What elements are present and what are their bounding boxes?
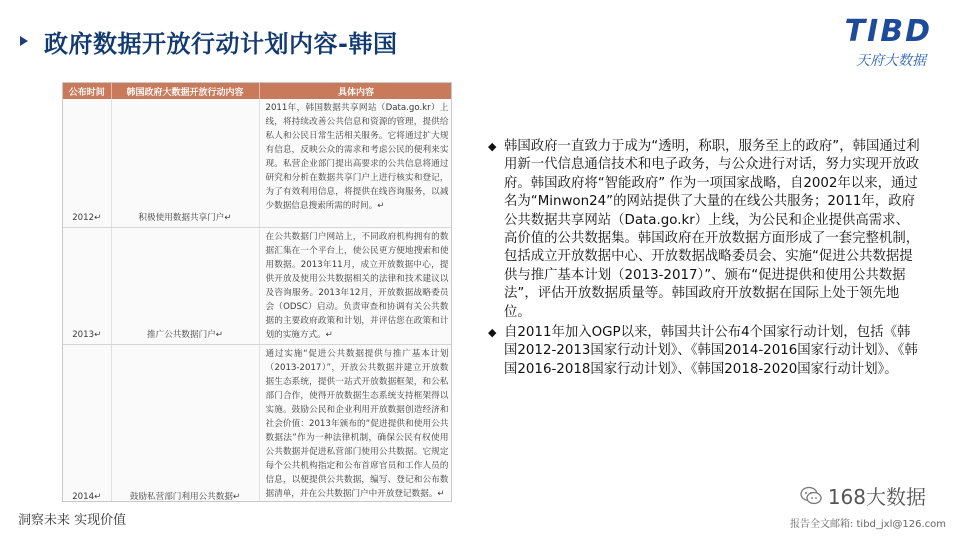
logo-text: TIBD (844, 14, 932, 49)
diamond-bullet-icon: ◆ (488, 140, 497, 153)
footer-email: 报告全文邮箱: tibd_jxl@126.com (789, 519, 946, 530)
table-row (63, 99, 452, 227)
table-row (63, 344, 452, 502)
list-item (488, 324, 920, 379)
row-action: 鼓励私营部门利用公共数据↵ (111, 344, 259, 502)
row-detail: 在公共数据门户网站上，不同政府机构拥有的数据汇集在一个平台上，使公民更方便地搜索和使用数据。2013年11月，成立开放数据中心，提供开放及使用公共数据相关的法律和技术建议以及咨询服务。2013年12月，开放数据战略委员会（ODSC）启动。负责审查和协调有关公共数据的主要政府政策和计划，并评估您在政策和计划的实施方式。↵ (259, 227, 452, 344)
row-detail: 通过实施“促进公共数据提供与推广基本计划（2013-2017）”，开放公共数据并建立开放数据生态系统，提供一站式开放数据框架，和公私部门合作，使得开放数据生态系统支持框架得以实施。鼓励公民和企业利用开放数据创造经济和社会价值：2013年颁布的“促进提供和使用公共数据法”作为一种法律机制，确保公民有权使用公共数据并促进私营部门使用公共数据。它规定每个公共机构指定和公布首席官员和工作人员的信息，以便提供公共数据，编写、登记和公布数据清单，并在公共数据门户中开放登记数据。↵ (259, 344, 452, 502)
header-action: 韩国政府大数据开放行动内容 (111, 83, 259, 99)
header-detail: 具体内容 (259, 83, 452, 99)
row-action: 推广公共数据门户↵ (111, 227, 259, 344)
wechat-icon (800, 486, 822, 506)
row-action: 积极使用数据共享门户↵ (111, 99, 259, 227)
title-arrow-icon (20, 36, 28, 46)
bullet-text: 自2011年加入OGP以来，韩国共计公布4个国家行动计划，包括《韩国2012-2013国家行动计划》、《韩国2014-2016国家行动计划》、《韩国2016-2018国家行动计划》、《韩国2018-2020国家行动计划》。 (504, 325, 918, 377)
wechat-account (800, 481, 926, 510)
table-header-row (63, 83, 452, 99)
logo (822, 14, 932, 70)
row-year: 2013↵ (63, 227, 111, 344)
header-year: 公布时间 (63, 83, 111, 99)
diamond-bullet-icon: ◆ (488, 326, 497, 340)
logo-subtitle: 天府大数据 (856, 53, 926, 69)
bullet-list (488, 138, 920, 381)
row-year: 2014↵ (63, 344, 111, 502)
table-row (63, 227, 452, 344)
footer-slogan: 洞察未来 实现价值 (18, 513, 127, 528)
action-plan-table (62, 82, 452, 502)
list-item (488, 138, 920, 322)
row-detail: 2011年，韩国数据共享网站（Data.go.kr）上线，将持续改善公共信息和资源的管理，提供给私人和公民日常生活相关服务。它将通过扩大规有信息，反映公众的需求和考虑公民的便利来实现。私营企业部门提出高要求的公共信息将通过研究和分析在数据共享门户上进行核实和登记，为了有效利用信息，将提供在线咨询服务，以减少数据信息搜索所需的时间。↵ (259, 99, 452, 227)
page-title: 政府数据开放行动计划内容-韩国 (44, 30, 398, 58)
row-year: 2012↵ (63, 99, 111, 227)
wechat-name: 168大数据 (827, 485, 926, 509)
bullet-text: 韩国政府一直致力于成为“透明，称职，服务至上的政府”，韩国通过利用新一代信息通信技术和电子政务，与公众进行对话，努力实现开放政府。韩国政府将“智能政府” 作为一项国家战略，自2002年以来，通过名为“Minwon24”的网站提供了大量的在线公共服务；2011年，政府公共数据共享网站（Data.go.kr）上线，为公民和企业提供高需求、高价值的公共数据集。韩国政府在开放数据方面形成了一套完整机制，包括成立开放数据中心、开放数据战略委员会、实施“促进公共数据提供与推广基本计划（2013-2017）”、颁布“促进提供和使用公共数据法”，评估开放数据质量等。韩国政府开放数据在国际上处于领先地位。 (504, 139, 920, 320)
